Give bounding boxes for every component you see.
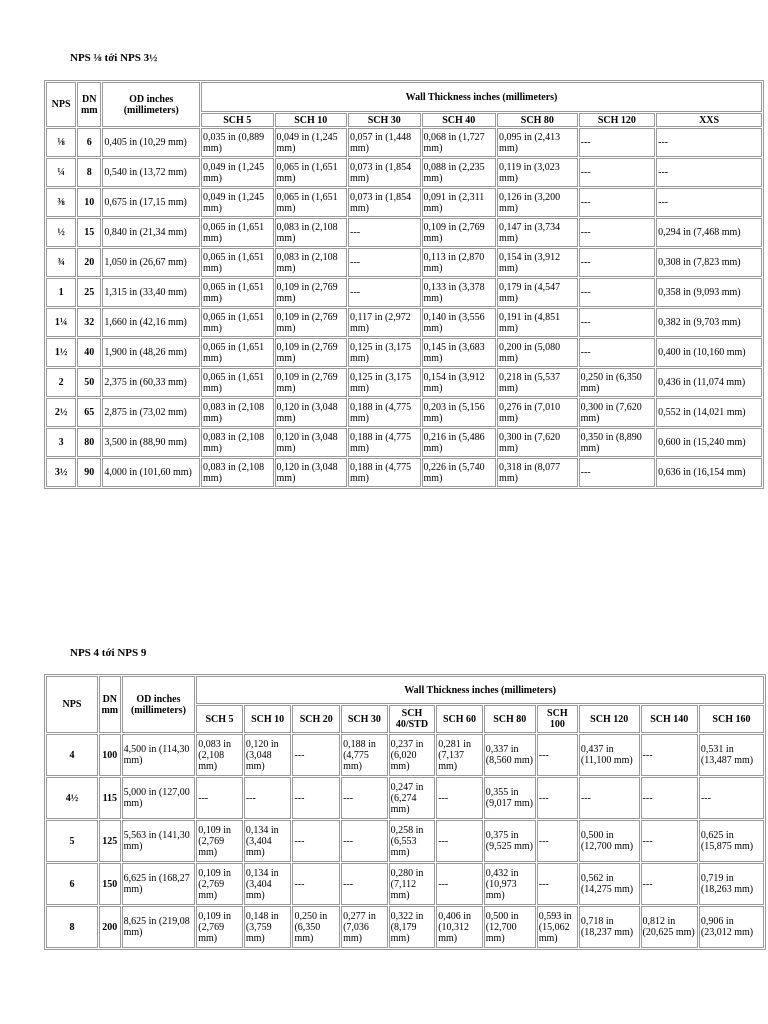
- table-row: [46, 428, 762, 457]
- cell-od: 2,375 in (60,33 mm): [102, 368, 200, 397]
- cell-nps: ¾: [46, 248, 76, 277]
- cell-wall-thickness: ---: [292, 777, 340, 819]
- cell-wall-thickness: 0,154 in (3,912 mm): [422, 368, 497, 397]
- cell-dn: 40: [77, 338, 101, 367]
- cell-nps: 1½: [46, 338, 76, 367]
- cell-od: 0,675 in (17,15 mm): [102, 188, 200, 217]
- cell-od: 4,500 in (114,30 mm): [122, 734, 196, 776]
- cell-od: 6,625 in (168,27 mm): [122, 863, 196, 905]
- table-row: [46, 338, 762, 367]
- cell-wall-thickness: 0,083 in (2,108 mm): [275, 218, 348, 247]
- header-schedule: SCH 80: [484, 705, 536, 733]
- cell-od: 5,563 in (141,30 mm): [122, 820, 196, 862]
- cell-wall-thickness: 0,083 in (2,108 mm): [201, 428, 274, 457]
- header-od: OD inches (millimeters): [102, 82, 200, 127]
- table-row: [46, 158, 762, 187]
- cell-wall-thickness: 0,057 in (1,448 mm): [348, 128, 421, 157]
- cell-wall-thickness: ---: [579, 458, 656, 487]
- cell-wall-thickness: ---: [641, 734, 698, 776]
- cell-wall-thickness: ---: [292, 863, 340, 905]
- cell-nps: 6: [46, 863, 98, 905]
- cell-dn: 90: [77, 458, 101, 487]
- cell-wall-thickness: ---: [641, 820, 698, 862]
- cell-wall-thickness: 0,294 in (7,468 mm): [656, 218, 762, 247]
- header-schedule: SCH 10: [275, 113, 348, 127]
- cell-dn: 125: [99, 820, 121, 862]
- cell-wall-thickness: 0,500 in (12,700 mm): [484, 906, 536, 948]
- cell-dn: 150: [99, 863, 121, 905]
- wall-thickness-table-small: [44, 80, 764, 489]
- header-schedule: SCH 60: [436, 705, 483, 733]
- table-row: [46, 188, 762, 217]
- table-caption-nps-4-to-9: NPS 4 tới NPS 9: [70, 647, 147, 659]
- cell-wall-thickness: 0,083 in (2,108 mm): [201, 458, 274, 487]
- cell-wall-thickness: 0,068 in (1,727 mm): [422, 128, 497, 157]
- cell-wall-thickness: ---: [341, 777, 388, 819]
- cell-wall-thickness: 0,120 in (3,048 mm): [244, 734, 292, 776]
- cell-wall-thickness: 0,049 in (1,245 mm): [275, 128, 348, 157]
- cell-wall-thickness: 0,073 in (1,854 mm): [348, 188, 421, 217]
- cell-wall-thickness: 0,148 in (3,759 mm): [244, 906, 292, 948]
- cell-wall-thickness: 0,095 in (2,413 mm): [497, 128, 578, 157]
- cell-wall-thickness: 0,906 in (23,012 mm): [699, 906, 764, 948]
- cell-nps: 8: [46, 906, 98, 948]
- cell-wall-thickness: ---: [537, 777, 578, 819]
- cell-wall-thickness: 0,300 in (7,620 mm): [497, 428, 578, 457]
- cell-wall-thickness: 0,113 in (2,870 mm): [422, 248, 497, 277]
- cell-wall-thickness: 0,358 in (9,093 mm): [656, 278, 762, 307]
- header-schedule: SCH 80: [497, 113, 578, 127]
- cell-wall-thickness: 0,049 in (1,245 mm): [201, 188, 274, 217]
- cell-wall-thickness: 0,125 in (3,175 mm): [348, 368, 421, 397]
- cell-wall-thickness: 0,600 in (15,240 mm): [656, 428, 762, 457]
- header-nps: NPS: [46, 82, 76, 127]
- cell-wall-thickness: 0,203 in (5,156 mm): [422, 398, 497, 427]
- cell-wall-thickness: 0,133 in (3,378 mm): [422, 278, 497, 307]
- cell-wall-thickness: 0,120 in (3,048 mm): [275, 428, 348, 457]
- cell-wall-thickness: 0,552 in (14,021 mm): [656, 398, 762, 427]
- header-nps: NPS: [46, 676, 98, 733]
- cell-wall-thickness: 0,125 in (3,175 mm): [348, 338, 421, 367]
- cell-od: 2,875 in (73,02 mm): [102, 398, 200, 427]
- table-row: [46, 777, 764, 819]
- header-schedule: SCH 10: [244, 705, 292, 733]
- cell-wall-thickness: ---: [348, 278, 421, 307]
- cell-wall-thickness: 0,109 in (2,769 mm): [196, 820, 243, 862]
- cell-wall-thickness: 0,109 in (2,769 mm): [196, 906, 243, 948]
- cell-wall-thickness: 0,562 in (14,275 mm): [579, 863, 640, 905]
- cell-wall-thickness: 0,337 in (8,560 mm): [484, 734, 536, 776]
- cell-nps: 1¼: [46, 308, 76, 337]
- cell-nps: 3: [46, 428, 76, 457]
- header-schedule: SCH 140: [641, 705, 698, 733]
- cell-wall-thickness: 0,226 in (5,740 mm): [422, 458, 497, 487]
- cell-wall-thickness: ---: [196, 777, 243, 819]
- cell-wall-thickness: ---: [641, 863, 698, 905]
- header-schedule: SCH 5: [196, 705, 243, 733]
- cell-wall-thickness: 0,432 in (10,973 mm): [484, 863, 536, 905]
- cell-wall-thickness: 0,065 in (1,651 mm): [201, 248, 274, 277]
- cell-wall-thickness: 0,073 in (1,854 mm): [348, 158, 421, 187]
- header-schedule: XXS: [656, 113, 762, 127]
- cell-wall-thickness: 0,355 in (9,017 mm): [484, 777, 536, 819]
- header-schedule: SCH 120: [579, 113, 656, 127]
- cell-wall-thickness: 0,065 in (1,651 mm): [275, 158, 348, 187]
- cell-wall-thickness: ---: [537, 734, 578, 776]
- table-row: [46, 128, 762, 157]
- cell-od: 1,050 in (26,67 mm): [102, 248, 200, 277]
- cell-wall-thickness: 0,083 in (2,108 mm): [275, 248, 348, 277]
- cell-wall-thickness: 0,120 in (3,048 mm): [275, 458, 348, 487]
- cell-wall-thickness: 0,109 in (2,769 mm): [275, 368, 348, 397]
- cell-wall-thickness: 0,719 in (18,263 mm): [699, 863, 764, 905]
- cell-wall-thickness: ---: [537, 820, 578, 862]
- cell-wall-thickness: ---: [436, 777, 483, 819]
- header-schedule: SCH 30: [341, 705, 388, 733]
- cell-wall-thickness: 0,276 in (7,010 mm): [497, 398, 578, 427]
- cell-wall-thickness: ---: [656, 158, 762, 187]
- cell-wall-thickness: 0,191 in (4,851 mm): [497, 308, 578, 337]
- table-row: [46, 734, 764, 776]
- header-dn: DN mm: [99, 676, 121, 733]
- cell-wall-thickness: 0,718 in (18,237 mm): [579, 906, 640, 948]
- cell-wall-thickness: 0,400 in (10,160 mm): [656, 338, 762, 367]
- cell-wall-thickness: 0,216 in (5,486 mm): [422, 428, 497, 457]
- cell-wall-thickness: ---: [579, 248, 656, 277]
- cell-wall-thickness: 0,134 in (3,404 mm): [244, 863, 292, 905]
- cell-od: 0,840 in (21,34 mm): [102, 218, 200, 247]
- cell-wall-thickness: ---: [292, 820, 340, 862]
- cell-wall-thickness: 0,593 in (15,062 mm): [537, 906, 578, 948]
- cell-wall-thickness: 0,109 in (2,769 mm): [196, 863, 243, 905]
- cell-wall-thickness: ---: [579, 338, 656, 367]
- cell-wall-thickness: ---: [579, 128, 656, 157]
- cell-wall-thickness: 0,531 in (13,487 mm): [699, 734, 764, 776]
- cell-wall-thickness: 0,049 in (1,245 mm): [201, 158, 274, 187]
- cell-wall-thickness: 0,188 in (4,775 mm): [348, 458, 421, 487]
- cell-wall-thickness: 0,119 in (3,023 mm): [497, 158, 578, 187]
- cell-wall-thickness: 0,065 in (1,651 mm): [201, 338, 274, 367]
- header-schedule: SCH 160: [699, 705, 764, 733]
- cell-wall-thickness: 0,140 in (3,556 mm): [422, 308, 497, 337]
- cell-od: 1,900 in (48,26 mm): [102, 338, 200, 367]
- header-schedule: SCH 5: [201, 113, 274, 127]
- cell-nps: 2½: [46, 398, 76, 427]
- cell-wall-thickness: ---: [341, 820, 388, 862]
- cell-wall-thickness: 0,065 in (1,651 mm): [201, 308, 274, 337]
- cell-wall-thickness: 0,088 in (2,235 mm): [422, 158, 497, 187]
- cell-nps: 5: [46, 820, 98, 862]
- cell-wall-thickness: 0,300 in (7,620 mm): [579, 398, 656, 427]
- cell-wall-thickness: ---: [641, 777, 698, 819]
- cell-wall-thickness: 0,318 in (8,077 mm): [497, 458, 578, 487]
- cell-wall-thickness: 0,109 in (2,769 mm): [275, 308, 348, 337]
- cell-wall-thickness: 0,237 in (6,020 mm): [389, 734, 436, 776]
- cell-wall-thickness: 0,188 in (4,775 mm): [348, 428, 421, 457]
- cell-dn: 50: [77, 368, 101, 397]
- header-wall-thickness: Wall Thickness inches (millimeters): [196, 676, 764, 704]
- cell-wall-thickness: 0,179 in (4,547 mm): [497, 278, 578, 307]
- cell-wall-thickness: 0,406 in (10,312 mm): [436, 906, 483, 948]
- table-row: [46, 458, 762, 487]
- cell-wall-thickness: 0,109 in (2,769 mm): [422, 218, 497, 247]
- cell-wall-thickness: 0,065 in (1,651 mm): [201, 278, 274, 307]
- table-row: [46, 863, 764, 905]
- cell-wall-thickness: 0,120 in (3,048 mm): [275, 398, 348, 427]
- cell-wall-thickness: 0,812 in (20,625 mm): [641, 906, 698, 948]
- cell-wall-thickness: 0,437 in (11,100 mm): [579, 734, 640, 776]
- cell-dn: 80: [77, 428, 101, 457]
- cell-nps: ½: [46, 218, 76, 247]
- cell-wall-thickness: ---: [341, 863, 388, 905]
- table-caption-nps-1-8-to-3-1-2: NPS ⅛ tới NPS 3½: [70, 52, 158, 64]
- cell-nps: 3½: [46, 458, 76, 487]
- cell-wall-thickness: 0,147 in (3,734 mm): [497, 218, 578, 247]
- cell-wall-thickness: ---: [579, 278, 656, 307]
- cell-wall-thickness: 0,280 in (7,112 mm): [389, 863, 436, 905]
- table-row: [46, 368, 762, 397]
- cell-wall-thickness: 0,258 in (6,553 mm): [389, 820, 436, 862]
- cell-wall-thickness: ---: [579, 188, 656, 217]
- cell-wall-thickness: 0,188 in (4,775 mm): [341, 734, 388, 776]
- cell-wall-thickness: 0,145 in (3,683 mm): [422, 338, 497, 367]
- header-wall-thickness: Wall Thickness inches (millimeters): [201, 82, 762, 112]
- cell-wall-thickness: ---: [348, 248, 421, 277]
- cell-wall-thickness: 0,154 in (3,912 mm): [497, 248, 578, 277]
- header-schedule: SCH 120: [579, 705, 640, 733]
- cell-wall-thickness: 0,065 in (1,651 mm): [201, 218, 274, 247]
- cell-od: 1,660 in (42,16 mm): [102, 308, 200, 337]
- cell-dn: 65: [77, 398, 101, 427]
- table-row: [46, 308, 762, 337]
- cell-wall-thickness: ---: [244, 777, 292, 819]
- table-row: [46, 906, 764, 948]
- table-row: [46, 278, 762, 307]
- cell-dn: 6: [77, 128, 101, 157]
- cell-od: 0,540 in (13,72 mm): [102, 158, 200, 187]
- cell-wall-thickness: 0,035 in (0,889 mm): [201, 128, 274, 157]
- cell-wall-thickness: 0,322 in (8,179 mm): [389, 906, 436, 948]
- header-schedule: SCH 30: [348, 113, 421, 127]
- cell-dn: 25: [77, 278, 101, 307]
- cell-wall-thickness: ---: [292, 734, 340, 776]
- header-schedule: SCH 40: [422, 113, 497, 127]
- cell-wall-thickness: 0,382 in (9,703 mm): [656, 308, 762, 337]
- header-schedule: SCH 100: [537, 705, 578, 733]
- cell-wall-thickness: 0,436 in (11,074 mm): [656, 368, 762, 397]
- cell-wall-thickness: 0,065 in (1,651 mm): [201, 368, 274, 397]
- cell-nps: 4: [46, 734, 98, 776]
- header-schedule: SCH 40/STD: [389, 705, 436, 733]
- cell-wall-thickness: 0,281 in (7,137 mm): [436, 734, 483, 776]
- cell-wall-thickness: 0,109 in (2,769 mm): [275, 278, 348, 307]
- cell-wall-thickness: 0,636 in (16,154 mm): [656, 458, 762, 487]
- cell-wall-thickness: 0,109 in (2,769 mm): [275, 338, 348, 367]
- cell-od: 1,315 in (33,40 mm): [102, 278, 200, 307]
- table-row: [46, 248, 762, 277]
- cell-wall-thickness: ---: [579, 777, 640, 819]
- cell-wall-thickness: 0,218 in (5,537 mm): [497, 368, 578, 397]
- cell-dn: 15: [77, 218, 101, 247]
- cell-wall-thickness: 0,277 in (7,036 mm): [341, 906, 388, 948]
- table-row: [46, 218, 762, 247]
- table-row: [46, 820, 764, 862]
- cell-dn: 115: [99, 777, 121, 819]
- header-od: OD inches (millimeters): [122, 676, 196, 733]
- cell-wall-thickness: 0,117 in (2,972 mm): [348, 308, 421, 337]
- cell-wall-thickness: 0,308 in (7,823 mm): [656, 248, 762, 277]
- cell-dn: 8: [77, 158, 101, 187]
- cell-od: 0,405 in (10,29 mm): [102, 128, 200, 157]
- table-row: [46, 398, 762, 427]
- cell-od: 3,500 in (88,90 mm): [102, 428, 200, 457]
- cell-nps: 4½: [46, 777, 98, 819]
- header-dn: DN mm: [77, 82, 101, 127]
- cell-wall-thickness: 0,375 in (9,525 mm): [484, 820, 536, 862]
- cell-wall-thickness: ---: [537, 863, 578, 905]
- cell-wall-thickness: ---: [656, 188, 762, 217]
- cell-wall-thickness: ---: [699, 777, 764, 819]
- cell-nps: ⅛: [46, 128, 76, 157]
- cell-wall-thickness: ---: [436, 863, 483, 905]
- cell-nps: 1: [46, 278, 76, 307]
- cell-wall-thickness: 0,247 in (6,274 mm): [389, 777, 436, 819]
- cell-wall-thickness: 0,625 in (15,875 mm): [699, 820, 764, 862]
- cell-od: 5,000 in (127,00 mm): [122, 777, 196, 819]
- cell-dn: 10: [77, 188, 101, 217]
- cell-wall-thickness: 0,083 in (2,108 mm): [196, 734, 243, 776]
- cell-wall-thickness: ---: [579, 218, 656, 247]
- wall-thickness-table-large: [44, 674, 766, 950]
- cell-wall-thickness: ---: [579, 158, 656, 187]
- cell-wall-thickness: 0,134 in (3,404 mm): [244, 820, 292, 862]
- cell-nps: ¼: [46, 158, 76, 187]
- cell-wall-thickness: ---: [348, 218, 421, 247]
- cell-wall-thickness: ---: [436, 820, 483, 862]
- cell-wall-thickness: ---: [579, 308, 656, 337]
- cell-wall-thickness: 0,200 in (5,080 mm): [497, 338, 578, 367]
- cell-wall-thickness: 0,250 in (6,350 mm): [579, 368, 656, 397]
- cell-wall-thickness: 0,083 in (2,108 mm): [201, 398, 274, 427]
- cell-wall-thickness: 0,188 in (4,775 mm): [348, 398, 421, 427]
- cell-dn: 32: [77, 308, 101, 337]
- cell-od: 4,000 in (101,60 mm): [102, 458, 200, 487]
- header-schedule: SCH 20: [292, 705, 340, 733]
- cell-nps: 2: [46, 368, 76, 397]
- cell-wall-thickness: 0,250 in (6,350 mm): [292, 906, 340, 948]
- cell-wall-thickness: 0,126 in (3,200 mm): [497, 188, 578, 217]
- cell-dn: 20: [77, 248, 101, 277]
- cell-dn: 200: [99, 906, 121, 948]
- cell-nps: ⅜: [46, 188, 76, 217]
- cell-wall-thickness: 0,350 in (8,890 mm): [579, 428, 656, 457]
- cell-wall-thickness: 0,065 in (1,651 mm): [275, 188, 348, 217]
- cell-wall-thickness: 0,091 in (2,311 mm): [422, 188, 497, 217]
- cell-wall-thickness: ---: [656, 128, 762, 157]
- cell-wall-thickness: 0,500 in (12,700 mm): [579, 820, 640, 862]
- cell-dn: 100: [99, 734, 121, 776]
- cell-od: 8,625 in (219,08 mm): [122, 906, 196, 948]
